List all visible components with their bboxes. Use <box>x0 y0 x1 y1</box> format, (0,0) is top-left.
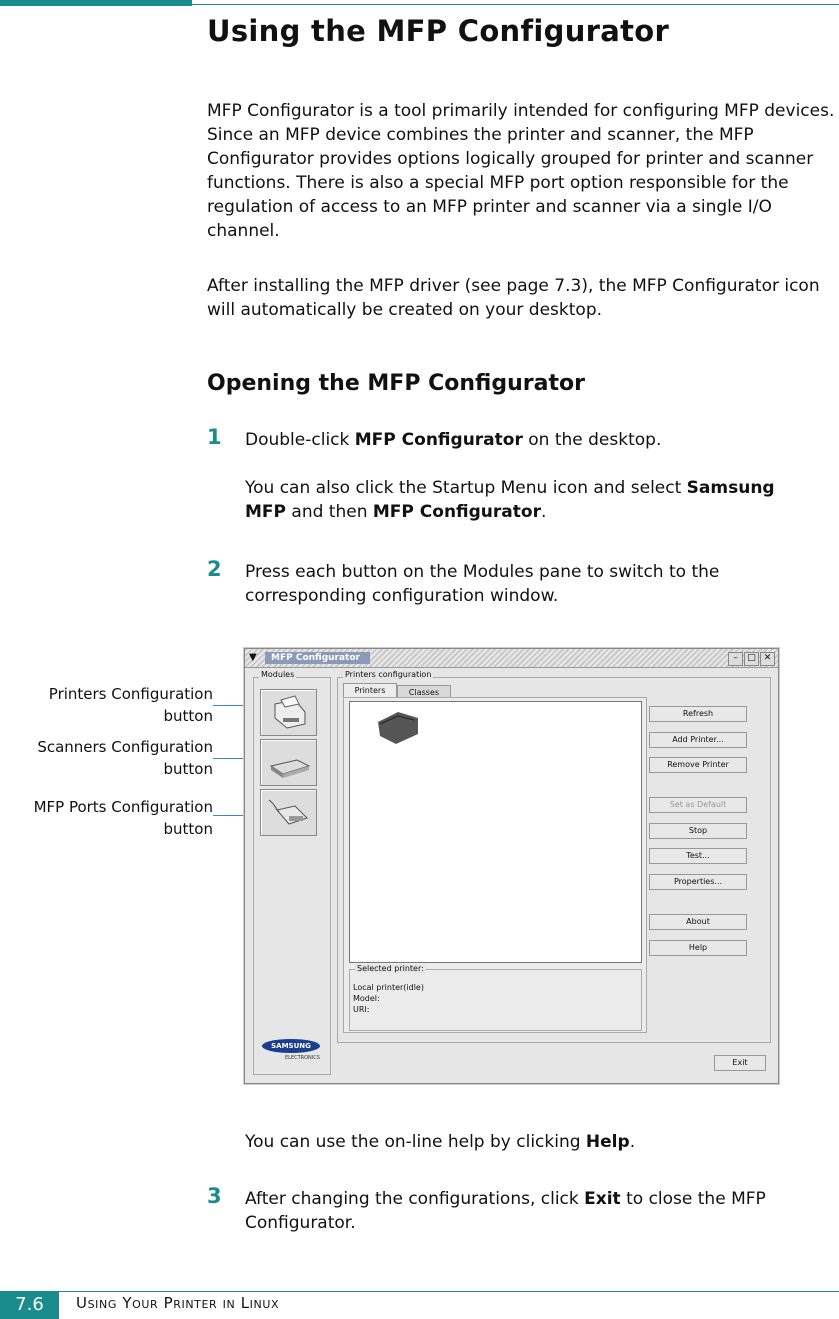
minimize-icon[interactable]: – <box>728 652 743 666</box>
printers-configuration-button[interactable] <box>260 689 317 736</box>
section-title: Opening the MFP Configurator <box>207 371 585 396</box>
window-title: MFP Configurator <box>265 652 370 664</box>
mfp-ports-configuration-button[interactable] <box>260 789 317 836</box>
about-button[interactable]: About <box>649 914 747 930</box>
callout-scanners: Scanners Configuration button <box>37 738 213 778</box>
help-button[interactable]: Help <box>649 940 747 956</box>
refresh-button[interactable]: Refresh <box>649 706 747 722</box>
step-1-note: You can also click the Startup Menu icon and select Samsung MFP and then MFP Configurator. <box>245 478 775 522</box>
selected-printer-label: Selected printer: <box>357 964 424 973</box>
step-2-number: 2 <box>207 557 222 581</box>
set-as-default-button[interactable]: Set as Default <box>649 797 747 813</box>
footer-rule <box>59 1291 839 1292</box>
header-rule <box>192 4 839 5</box>
window-menu-icon[interactable]: ▼ <box>249 652 257 663</box>
page-title: Using the MFP Configurator <box>207 14 670 48</box>
scanners-configuration-button[interactable] <box>260 739 317 786</box>
add-printer-button[interactable]: Add Printer... <box>649 732 747 748</box>
callout-printers: Printers Configuration button <box>48 685 213 725</box>
help-note: You can use the on-line help by clicking Help. <box>245 1132 636 1152</box>
footer-chapter: Using Your Printer in Linux <box>76 1294 280 1312</box>
intro-paragraph-1: MFP Configurator is a tool primarily intended for configuring MFP devices. Since an MFP device combines the printer and scanner, the MFP Configurator provides options logically grouped for printer and scanner functions. There is also a special MFP port option responsible for the regulation of access to an MFP printer and scanner via a single I/O channel. <box>207 101 835 241</box>
modules-label: Modules <box>261 670 295 679</box>
intro-paragraph-2: After installing the MFP driver (see page 7.3), the MFP Configurator icon will automatically be created on your desktop. <box>207 276 820 320</box>
samsung-logo: SAMSUNG <box>262 1039 320 1053</box>
step-3-text: After changing the configurations, click Exit to close the MFP Configurator. <box>245 1189 766 1233</box>
printer-item-icon[interactable] <box>374 708 424 748</box>
stop-button[interactable]: Stop <box>649 823 747 839</box>
exit-button[interactable]: Exit <box>714 1055 766 1071</box>
port-plug-icon <box>261 790 316 835</box>
samsung-logo-subtext: ELECTRONICS <box>285 1055 320 1061</box>
selected-printer-details: Local printer(idle) Model: URI: <box>353 983 424 1014</box>
tab-printers[interactable]: Printers <box>343 683 397 698</box>
test-button[interactable]: Test... <box>649 848 747 864</box>
page-number: 7.6 <box>0 1291 59 1319</box>
window-titlebar <box>245 649 778 668</box>
step-1-number: 1 <box>207 425 222 449</box>
properties-button[interactable]: Properties... <box>649 874 747 890</box>
step-2-text: Press each button on the Modules pane to switch to the corresponding configuration window. <box>245 562 720 606</box>
printers-configuration-label: Printers configuration <box>345 670 432 679</box>
header-accent-bar <box>0 0 192 6</box>
close-icon[interactable]: ✕ <box>760 652 775 666</box>
scanner-icon <box>261 740 316 785</box>
callout-ports: MFP Ports Configuration button <box>33 798 213 838</box>
printer-list[interactable] <box>349 701 642 963</box>
mfp-configurator-window <box>244 648 779 1084</box>
maximize-icon[interactable]: □ <box>744 652 759 666</box>
tab-classes[interactable]: Classes <box>397 685 451 700</box>
remove-printer-button[interactable]: Remove Printer <box>649 757 747 773</box>
step-1-text: Double-click MFP Configurator on the desktop. <box>245 430 662 450</box>
step-3-number: 3 <box>207 1184 222 1208</box>
printer-icon <box>261 690 316 735</box>
